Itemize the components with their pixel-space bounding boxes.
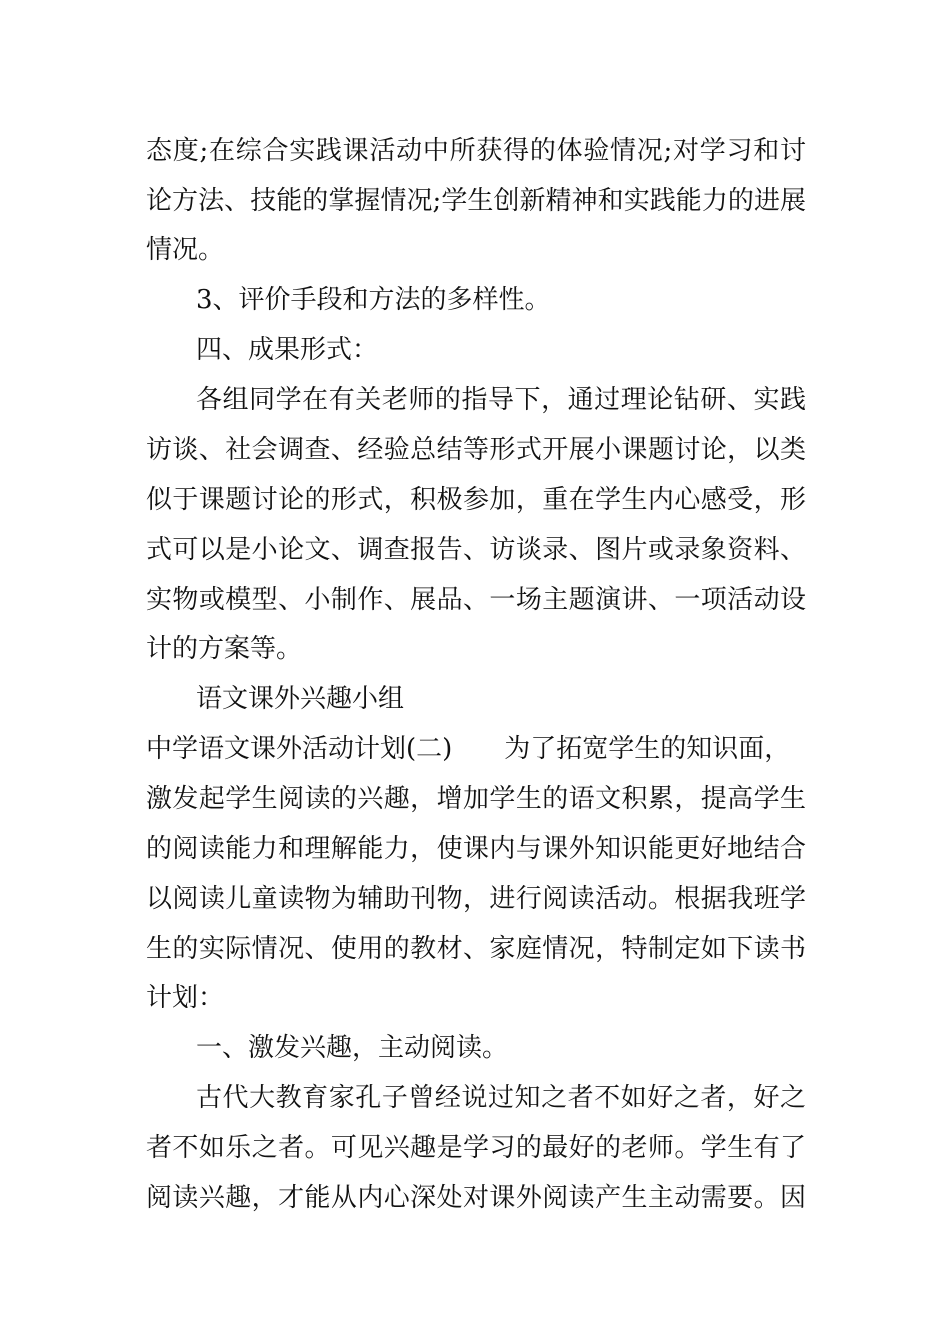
section-heading: 一、激发兴趣，主动阅读。 <box>196 1033 509 1063</box>
text-line: 访谈、社会调查、经验总结等形式开展小课题讨论，以类 <box>146 435 806 465</box>
text-line: 论方法、技能的掌握情况;学生创新精神和实践能力的进展 <box>146 186 806 216</box>
text-line: 实物或模型、小制作、展品、一场主题演讲、一项活动设 <box>146 585 806 615</box>
text-line: 语文课外兴趣小组 <box>196 684 405 714</box>
text-segment: 为了拓宽学生的知识面， <box>504 734 791 764</box>
section-heading: 四、成果形式： <box>196 335 379 365</box>
text-line: 者不如乐之者。可见兴趣是学习的最好的老师。学生有了 <box>146 1133 806 1163</box>
text-line: 各组同学在有关老师的指导下，通过理论钻研、实践 <box>196 385 806 415</box>
text-line: 激发起学生阅读的兴趣，增加学生的语文积累，提高学生 <box>146 784 806 814</box>
text-line: 计划： <box>146 983 225 1013</box>
text-line: 3、评价手段和方法的多样性。 <box>196 285 551 315</box>
text-line <box>146 729 806 769</box>
text-line: 生的实际情况、使用的教材、家庭情况，特制定如下读书 <box>146 934 806 964</box>
text-line: 阅读兴趣，才能从内心深处对课外阅读产生主动需要。因 <box>146 1183 806 1213</box>
text-line: 的阅读能力和理解能力，使课内与课外知识能更好地结合 <box>146 834 806 864</box>
text-line: 似于课题讨论的形式，积极参加，重在学生内心感受，形 <box>146 485 806 515</box>
text-line: 古代大教育家孔子曾经说过知之者不如好之者，好之 <box>196 1083 806 1113</box>
text-line: 式可以是小论文、调查报告、访谈录、图片或录象资料、 <box>146 535 806 565</box>
document-title: 中学语文课外活动计划(二) <box>146 734 453 764</box>
text-line: 计的方案等。 <box>146 634 303 664</box>
text-line: 态度;在综合实践课活动中所获得的体验情况;对学习和讨 <box>146 136 806 166</box>
text-line: 情况。 <box>146 235 225 265</box>
text-line: 以阅读儿童读物为辅助刊物，进行阅读活动。根据我班学 <box>146 884 806 914</box>
